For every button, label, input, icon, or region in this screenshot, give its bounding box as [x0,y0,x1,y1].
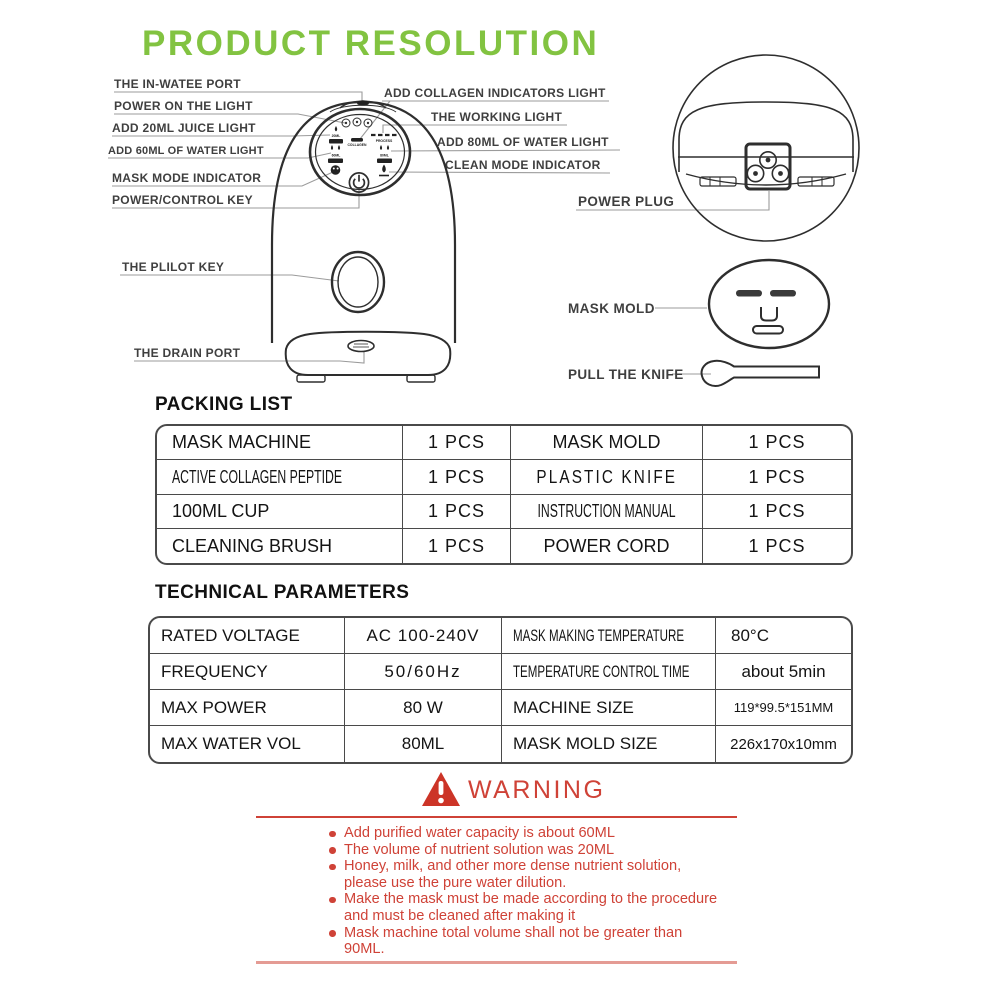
table-cell: MASK MAKING TEMPERATURE [502,618,716,654]
indicator-lights-icon [342,118,372,127]
eye-right-icon [770,290,796,297]
table-cell: AC 100-240V [345,618,502,654]
table-cell: about 5min [716,654,851,690]
mouth-icon [753,326,783,334]
machine-base [286,332,451,382]
warning-item: Mask machine total volume shall not be greater than 90ML. [328,925,720,958]
table-cell: 1 PCS [748,535,806,556]
table-cell: INSTRUCTION MANUAL [511,495,703,529]
power-socket-icon [746,144,790,189]
eye-left-icon [736,290,762,297]
svg-text:PROCESS: PROCESS [375,139,393,143]
label-add-80ml-water: ADD 80ML OF WATER LIGHT [437,135,609,149]
svg-text:60ML: 60ML [331,153,341,158]
drain-port-icon [348,341,374,352]
add-60ml-icon [328,145,343,163]
table-cell: RATED VOLTAGE [150,618,345,654]
add-20ml-icon [329,126,343,144]
knife-figure [702,361,819,386]
label-power-control-key: POWER/CONTROL KEY [112,193,253,207]
warning-triangle-icon [421,771,461,807]
technical-parameters-heading: TECHNICAL PARAMETERS [155,582,410,603]
mask-machine-figure [272,100,455,382]
table-cell: MASK MACHINE [157,426,403,460]
mask-mode-icon [331,165,341,175]
label-in-water-port: THE IN-WATEE PORT [114,77,241,91]
add-80ml-icon [377,145,392,163]
table-cell: 1 PCS [703,495,851,529]
packing-list-heading: PACKING LIST [155,394,293,415]
label-mask-mode: MASK MODE INDICATOR [112,171,262,185]
label-clean-mode: CLEAN MODE INDICATOR [445,158,601,172]
process-icon [371,135,397,143]
label-drain-port: THE DRAIN PORT [134,346,241,360]
table-cell: 226x170x10mm [730,735,837,753]
table-cell: CLEANING BRUSH [157,529,403,563]
table-cell: TEMPERATURE CONTROL TIME [502,654,716,690]
product-diagram [0,0,1000,400]
svg-text:80ML: 80ML [380,153,389,158]
label-pilot-key: THE PLILOT KEY [122,260,225,274]
table-cell: 50/60Hz [345,654,502,690]
table-cell: 1 PCS [403,495,511,529]
table-cell: MASK MOLD [511,426,703,460]
warning-item: Add purified water capacity is about 60ML [328,825,720,842]
technical-table [148,616,853,764]
label-power-on-light: POWER ON THE LIGHT [114,99,253,113]
warning-divider-bottom [256,961,737,964]
svg-text:20ML: 20ML [331,134,341,138]
collagen-icon [347,138,367,147]
table-cell: 80 W [345,690,502,726]
label-power-plug: POWER PLUG [578,194,675,209]
table-cell: 100ML CUP [157,495,403,529]
warning-item: Make the mask must be made according to the procedure and must be cleaned after making it [328,891,720,924]
table-cell: 1 PCS [403,529,511,563]
mask-mold-figure [709,260,829,348]
svg-text:COLLAGEN: COLLAGEN [347,143,367,147]
table-cell: MAX POWER [150,690,345,726]
warning-title: WARNING [468,776,606,804]
table-cell: MACHINE SIZE [502,690,716,726]
warning-divider-top [256,816,737,818]
table-cell: 80ML [345,726,502,762]
table-cell: 119*99.5*151MM [716,690,851,726]
label-collagen-indicators: ADD COLLAGEN INDICATORS LIGHT [384,86,606,100]
label-mask-mold: MASK MOLD [568,301,655,316]
warning-item: Honey, milk, and other more dense nutrient solution, please use the pure water dilution. [328,858,720,891]
table-cell: ACTIVE COLLAGEN PEPTIDE [157,460,403,494]
table-cell: MASK MOLD SIZE [502,726,716,762]
table-cell: FREQUENCY [150,654,345,690]
warning-item: The volume of nutrient solution was 20ML [328,842,720,859]
table-cell: 1 PCS [703,426,851,460]
label-pull-knife: PULL THE KNIFE [568,367,684,382]
page-title: PRODUCT RESOLUTION [142,24,600,63]
warning-list [328,825,720,958]
label-working-light: THE WORKING LIGHT [431,110,563,124]
table-cell: 1 PCS [403,426,511,460]
table-cell: PLASTIC KNIFE [511,460,703,494]
label-add-60ml-water: ADD 60ML OF WATER LIGHT [108,145,264,157]
control-panel [310,109,410,195]
table-cell: MAX WATER VOL [150,726,345,762]
table-cell: 1 PCS [703,460,851,494]
table-cell: 1 PCS [403,460,511,494]
packing-table [155,424,853,565]
power-plug-detail [673,55,859,241]
pilot-window [332,252,384,312]
nose-icon [761,307,777,321]
label-add-20ml-juice: ADD 20ML JUICE LIGHT [112,121,256,135]
table-cell: POWER CORD [511,529,703,563]
table-cell: 80°C [716,618,851,654]
clean-mode-icon [379,165,389,176]
